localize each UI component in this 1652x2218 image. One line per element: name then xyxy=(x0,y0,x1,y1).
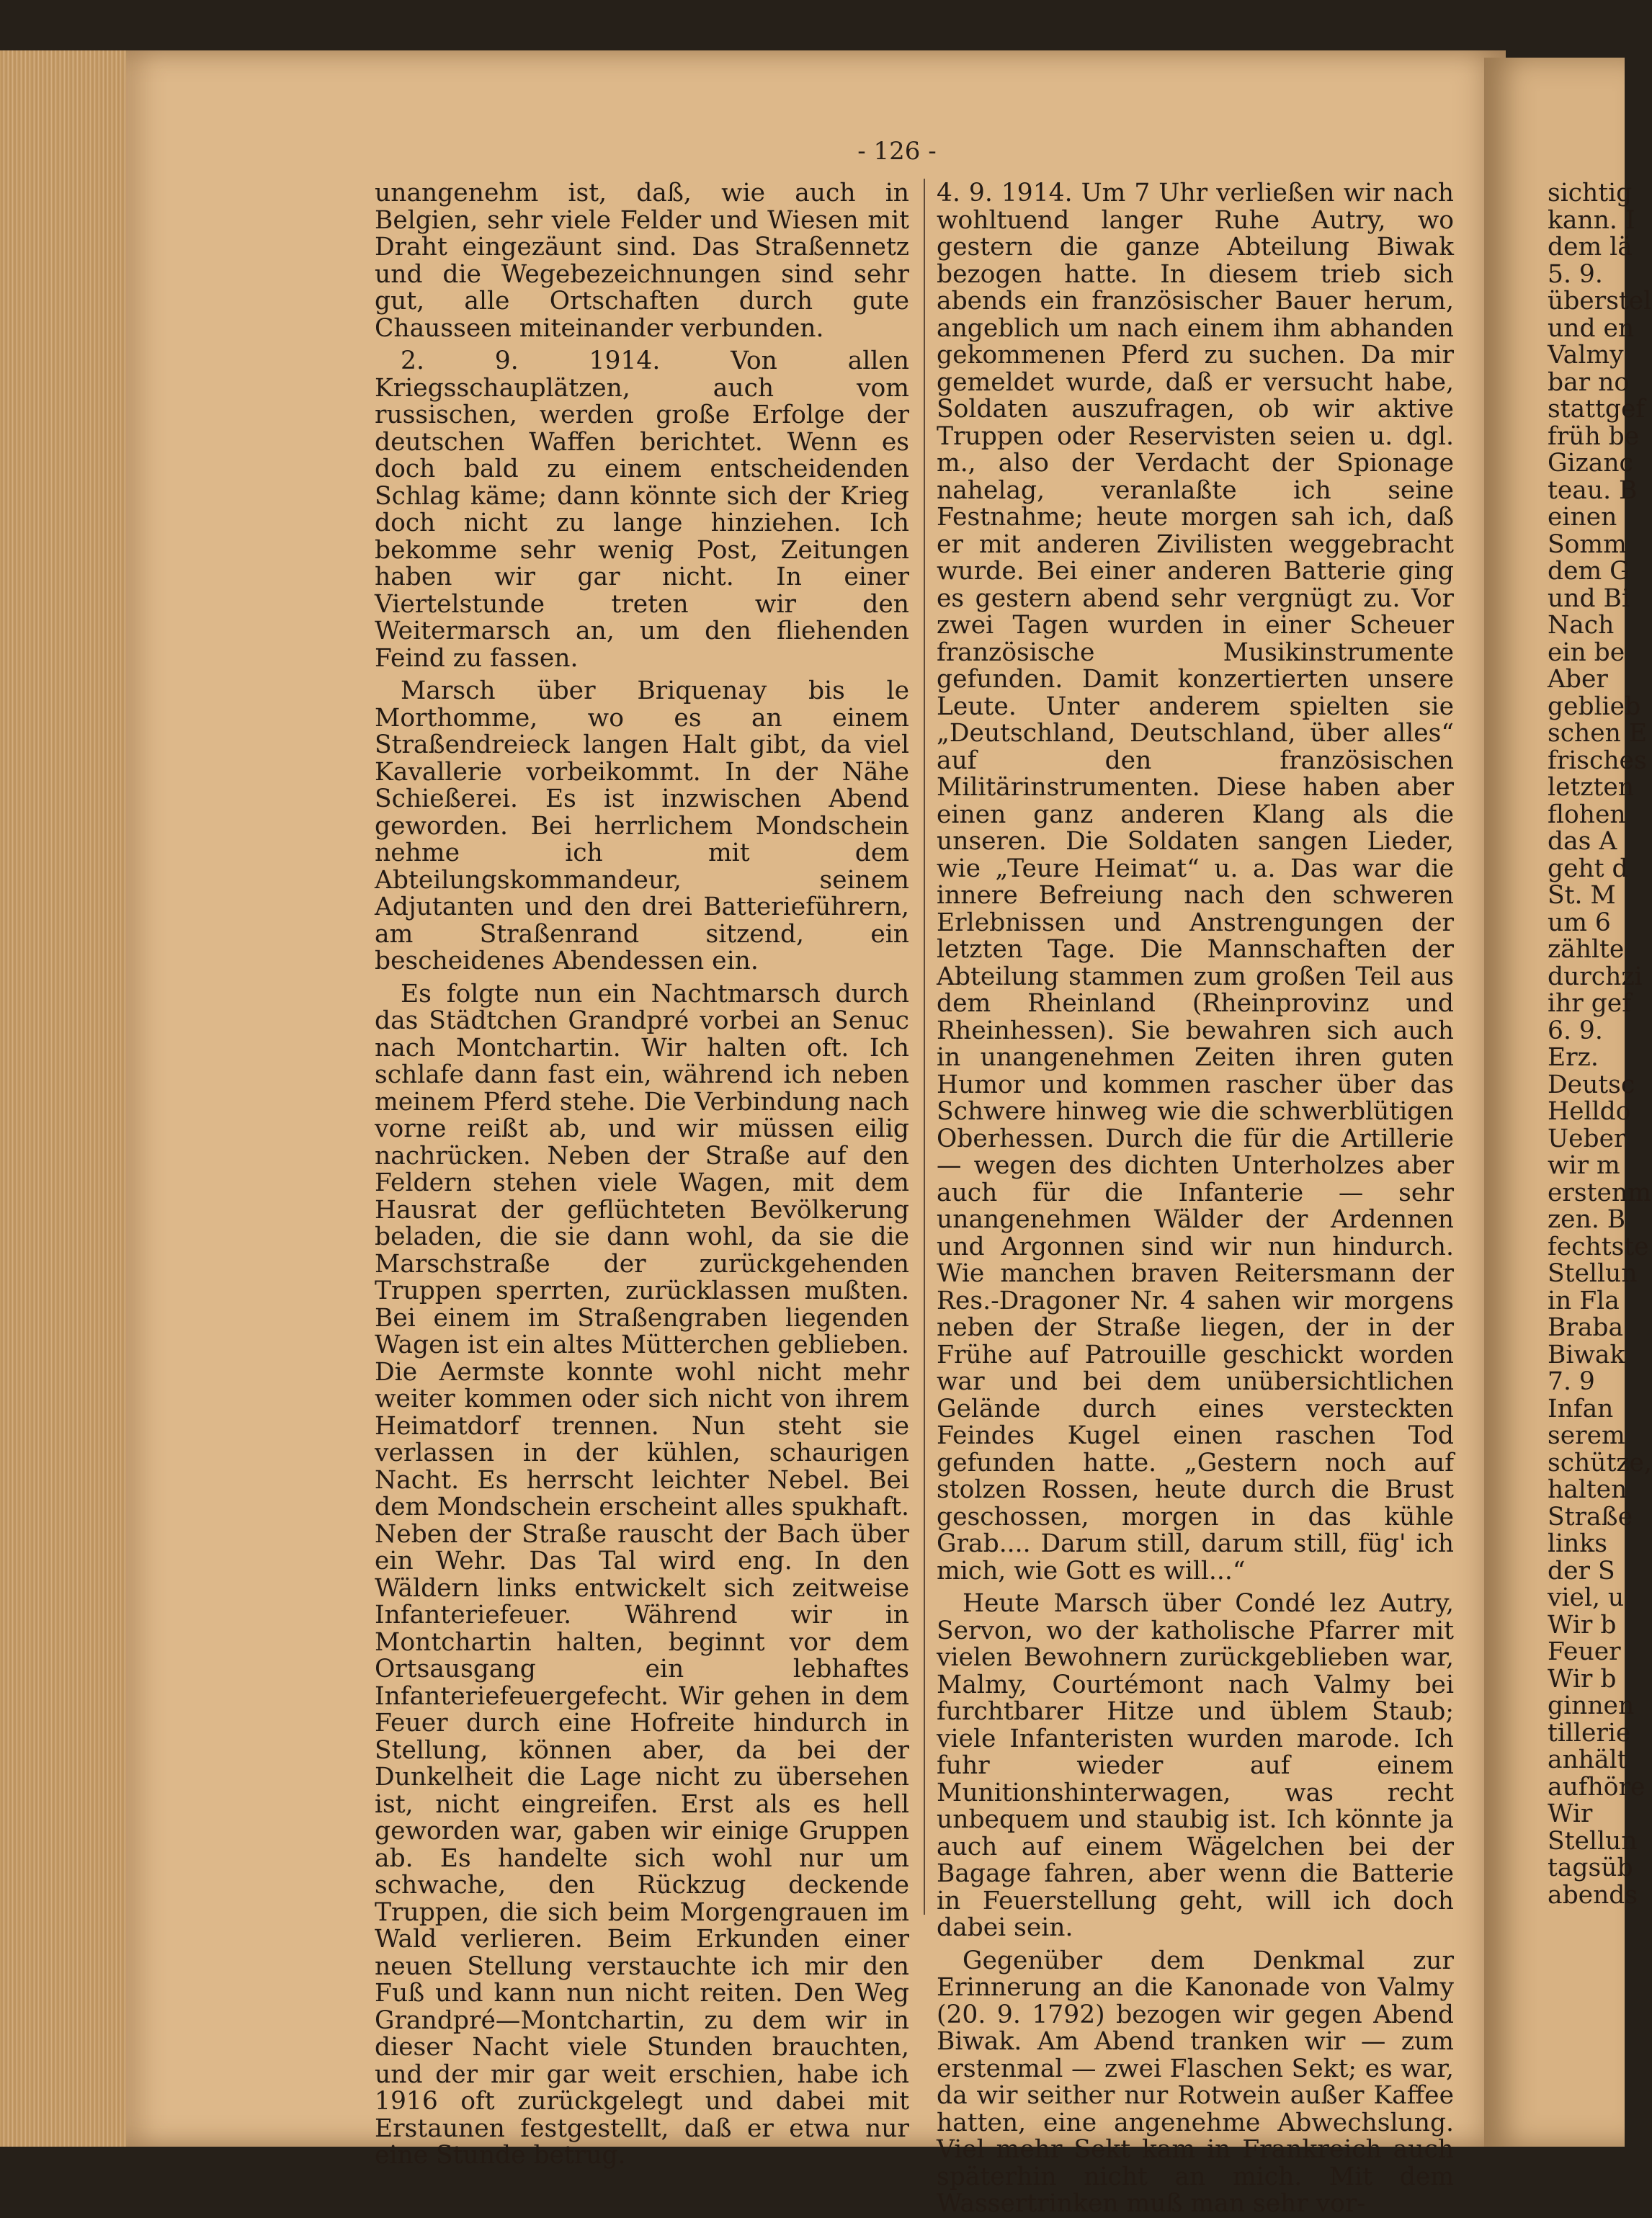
fragment-line: 6. 9. xyxy=(1548,1016,1603,1045)
fragment-line: Nach xyxy=(1548,611,1615,640)
fragment-line: Erz. xyxy=(1548,1043,1599,1072)
fragment-line: und en xyxy=(1548,313,1635,343)
fragment-line: ein be xyxy=(1548,638,1625,667)
fragment-line: tagsüb xyxy=(1548,1853,1633,1882)
fragment-line: Infan xyxy=(1548,1394,1614,1423)
fragment-line: durchzi xyxy=(1548,962,1643,991)
fragment-line: Wir b xyxy=(1548,1610,1617,1640)
fragment-line: überstel xyxy=(1548,287,1652,316)
fragment-line: serem xyxy=(1548,1421,1625,1450)
fragment-line: wir m xyxy=(1548,1151,1620,1180)
fragment-line: Feuer xyxy=(1548,1637,1621,1666)
fragment-line: dem G xyxy=(1548,557,1630,586)
next-page-text-fragments xyxy=(1548,179,1652,1910)
right-column xyxy=(937,180,1454,2218)
fragment-line: einen xyxy=(1548,503,1617,532)
fragment-line: Stellun xyxy=(1548,1826,1638,1856)
fragment-line: stattgef xyxy=(1548,395,1646,424)
fragment-line: geht d xyxy=(1548,854,1628,883)
fragment-line: dem lä xyxy=(1548,233,1633,261)
fragment-line: teau. B xyxy=(1548,475,1638,505)
fragment-line: erstenm xyxy=(1548,1178,1651,1207)
fragment-line: Biwak xyxy=(1548,1340,1625,1369)
page-number: - 126 - xyxy=(857,137,937,166)
fragment-line: viel, u xyxy=(1548,1583,1625,1612)
fragment-line: ihr gef xyxy=(1548,989,1631,1018)
fragment-line: Stellun xyxy=(1548,1259,1638,1288)
fragment-line: links xyxy=(1548,1529,1607,1558)
fragment-line: frisches xyxy=(1548,746,1647,775)
paragraph: Gegenüber dem Denkmal zur Erinnerung an die Kanonade von Valmy (20. 9. 1792) bezogen wir gegen Abend Biwak. Am Abend tranken wir — zum erstenmal — zwei Flaschen Sekt; es war, da wir seither nur Rotwein außer Kaffee hatten, eine angenehme Abwechslung. Viel mehr Sekt kam in Frankreich auch späterhin nicht an mich. Mit dem Wassertrinken muß man sehr vor- xyxy=(937,1946,1454,2218)
fragment-line: halten xyxy=(1548,1475,1628,1504)
paragraph: unangenehm ist, daß, wie auch in Belgien, sehr viele Felder und Wiesen mit Draht eingezäunt sind. Das Straßennetz und die Wegebezeichnungen sind sehr gut, alle Ortschaften durch gute Chausseen miteinander verbunden. xyxy=(375,179,909,343)
fragment-line: ginnen xyxy=(1548,1691,1635,1720)
fragment-line: zählte xyxy=(1548,935,1625,964)
fragment-line: Braba xyxy=(1548,1313,1624,1342)
paragraph: Marsch über Briquenay bis le Morthomme, wo es an einem Straßendreieck langen Halt gibt, da viel Kavallerie vorbeikommt. In der Nähe Schießerei. Es ist inzwischen Abend geworden. Bei herrlichem Mondschein nehme ich mit dem Abteilungskommandeur, seinem Adjutanten und den drei Batterieführern, am Straßenrand sitzend, ein bescheidenes Abendessen ein. xyxy=(375,676,909,975)
fragment-line: flohen xyxy=(1548,800,1626,829)
fragment-line: geblieb xyxy=(1548,692,1641,721)
left-column xyxy=(375,180,909,2170)
fragment-line: um 6 xyxy=(1548,908,1611,937)
paragraph: Heute Marsch über Condé lez Autry, Servon, wo der katholische Pfarrer mit vielen Bewohnern zurückgeblieben war, Malmy, Courtémont nach Valmy bei furchtbarer Hitze und üblem Staub; viele Infanteristen wurden marode. Ich fuhr wieder auf einem Munitionshinterwagen, was recht unbequem und staubig ist. Ich könnte ja auch auf einem Wägelchen bei der Bagage fahren, aber wenn die Batterie in Feuerstellung geht, will ich doch dabei sein. xyxy=(937,1589,1454,1942)
fragment-line: Deutsc xyxy=(1548,1070,1635,1099)
fragment-line: Straße xyxy=(1548,1502,1633,1531)
fragment-line: zen. B xyxy=(1548,1205,1626,1234)
fragment-line: aufhöre xyxy=(1548,1772,1646,1802)
paragraph: 2. 9. 1914. Von allen Kriegsschauplätzen, auch vom russischen, werden große Erfolge der deutschen Waffen berichtet. Wenn es doch bald zu einem entscheidenden Schlag käme; dann könnte sich der Krieg doch nicht zu lange hinziehen. Ich bekomme sehr wenig Post, Zeitungen haben wir gar nicht. In einer Viertelstunde treten wir den Weitermarsch an, um den fliehenden Feind zu fassen. xyxy=(375,346,909,673)
fragment-line: schütze, xyxy=(1548,1448,1652,1477)
fragment-line: früh be xyxy=(1548,421,1640,451)
fragment-line: Ueber xyxy=(1548,1124,1626,1153)
fragment-line: 5. 9. xyxy=(1548,259,1603,289)
fragment-line: der S xyxy=(1548,1556,1615,1586)
fragment-line: Wir b xyxy=(1548,1664,1617,1694)
fragment-line: in Fla xyxy=(1548,1286,1620,1315)
column-divider xyxy=(924,179,925,1915)
fragment-line: Valmy xyxy=(1548,341,1624,370)
fragment-line: kann. I xyxy=(1548,205,1635,235)
fragment-line: 7. 9 xyxy=(1548,1367,1595,1396)
fragment-line: anhält xyxy=(1548,1745,1628,1774)
fragment-line: schen E xyxy=(1548,719,1648,748)
fragment-line: Aber xyxy=(1548,665,1608,694)
paragraph: Es folgte nun ein Nachtmarsch durch das Städtchen Grandpré vorbei an Senuc nach Montchartin. Wir halten oft. Ich schlafe dann fast ein, während ich neben meinem Pferd stehe. Die Verbindung nach vorne reißt ab, und wir müssen eilig nachrücken. Neben der Straße auf den Feldern stehen viele Wagen, mit dem Hausrat der geflüchteten Bevölkerung beladen, die sie dann wohl, da sie die Marschstraße der zurückgehenden Truppen sperrten, zurücklassen mußten. Bei einem im Straßengraben liegenden Wagen ist ein altes Mütterchen geblieben. Die Aermste konnte wohl nicht mehr weiter kommen oder sich nicht von ihrem Heimatdorf trennen. Nun steht sie verlassen in der kühlen, schaurigen Nacht. Es herrscht leichter Nebel. Bei dem Mondschein erscheint alles spukhaft. Neben der Straße rauscht der Bach über ein Wehr. Das Tal wird eng. In den Wäldern links entwickelt sich zeitweise Infanteriefeuer. Während wir in Montchartin halten, beginnt vor dem Ortsausgang ein lebhaftes Infanteriefeuergefecht. Wir gehen in dem Feuer durch eine Hofreite hindurch in Stellung, können aber, da bei der Dunkelheit die Lage nicht zu übersehen ist, nicht eingreifen. Erst als es hell geworden war, gaben wir einige Gruppen ab. Es handelte sich wohl nur um schwache, den Rückzug deckende Truppen, die sich beim Morgengrauen im Wald verlieren. Beim Erkunden einer neuen Stellung verstauchte ich mir den Fuß und kann nun nicht reiten. Den Weg Grandpré—Montchartin, zu dem wir in dieser Nacht viele Stunden brauchten, und der mir gar weit erschien, habe ich 1916 oft zurückgelegt und dabei mit Erstaunen festgestellt, daß er etwa nur eine Stunde betrug. xyxy=(375,979,909,2170)
fragment-line: Somm xyxy=(1548,529,1627,559)
fragment-line: tillerie xyxy=(1548,1718,1631,1748)
fragment-line: Gizanc xyxy=(1548,449,1633,478)
paragraph: 4. 9. 1914. Um 7 Uhr verließen wir nach wohltuend langer Ruhe Autry, wo gestern die ganze Abteilung Biwak bezogen hatte. In diesem trieb sich abends ein französischer Bauer herum, angeblich um nach einem ihm abhanden gekommenen Pferd zu suchen. Da mir gemeldet wurde, daß er versucht habe, Soldaten auszufragen, ob wir aktive Truppen oder Reservisten seien u. dgl. m., also der Verdacht der Spionage nahelag, veranlaßte ich seine Festnahme; heute morgen sah ich, daß er mit anderen Zivilisten weggebracht wurde. Bei einer anderen Batterie ging es gestern abend sehr vergnügt zu. Vor zwei Tagen wurden in einer Scheuer französische Musikinstrumente gefunden. Damit konzertierten unsere Leute. Unter anderem spielten sie „Deutschland, Deutschland, über alles“ auf den französischen Militärinstrumenten. Diese haben aber einen ganz anderen Klang als die unseren. Die Soldaten sangen Lieder, wie „Teure Heimat“ u. a. Das war die innere Befreiung nach den schweren Erlebnissen und Anstrengungen der letzten Tage. Die Mannschaften der Abteilung stammen zum großen Teil aus dem Rheinland (Rheinprovinz und Rheinhessen). Sie bewahren sich auch in unangenehmen Zeiten ihren guten Humor und kommen rascher über das Schwere hinweg wie die schwerblütigen Oberhessen. Durch die für die Artillerie — wegen des dichten Unterholzes aber auch für die Infanterie — sehr unangenehmen Wälder der Ardennen und Argonnen sind wir nun hindurch. Wie manchen braven Reitersmann der Res.-Dragoner Nr. 4 sahen wir morgens neben der Straße liegen, der in der Frühe auf Patrouille geschickt worden war und bei dem unübersichtlichen Gelände durch eines versteckten Feindes Kugel einen raschen Tod gefunden hatte. „Gestern noch auf stolzen Rossen, heute durch die Brust geschossen, morgen in das kühle Grab.... Darum still, darum still, füg' ich mich, wie Gott es will...“ xyxy=(937,179,1454,1586)
fragment-line: Wir xyxy=(1548,1799,1593,1828)
fragment-line: letzten xyxy=(1548,773,1634,802)
fragment-line: fechtste xyxy=(1548,1232,1649,1261)
fragment-line: sichtig xyxy=(1548,179,1633,207)
fragment-line: das A xyxy=(1548,827,1617,856)
fragment-line: und Bi xyxy=(1548,583,1630,613)
fragment-line: Helldo xyxy=(1548,1097,1631,1126)
fragment-line: bar no xyxy=(1548,367,1630,397)
fragment-line: St. M xyxy=(1548,881,1616,910)
fragment-line: abends xyxy=(1548,1880,1638,1910)
